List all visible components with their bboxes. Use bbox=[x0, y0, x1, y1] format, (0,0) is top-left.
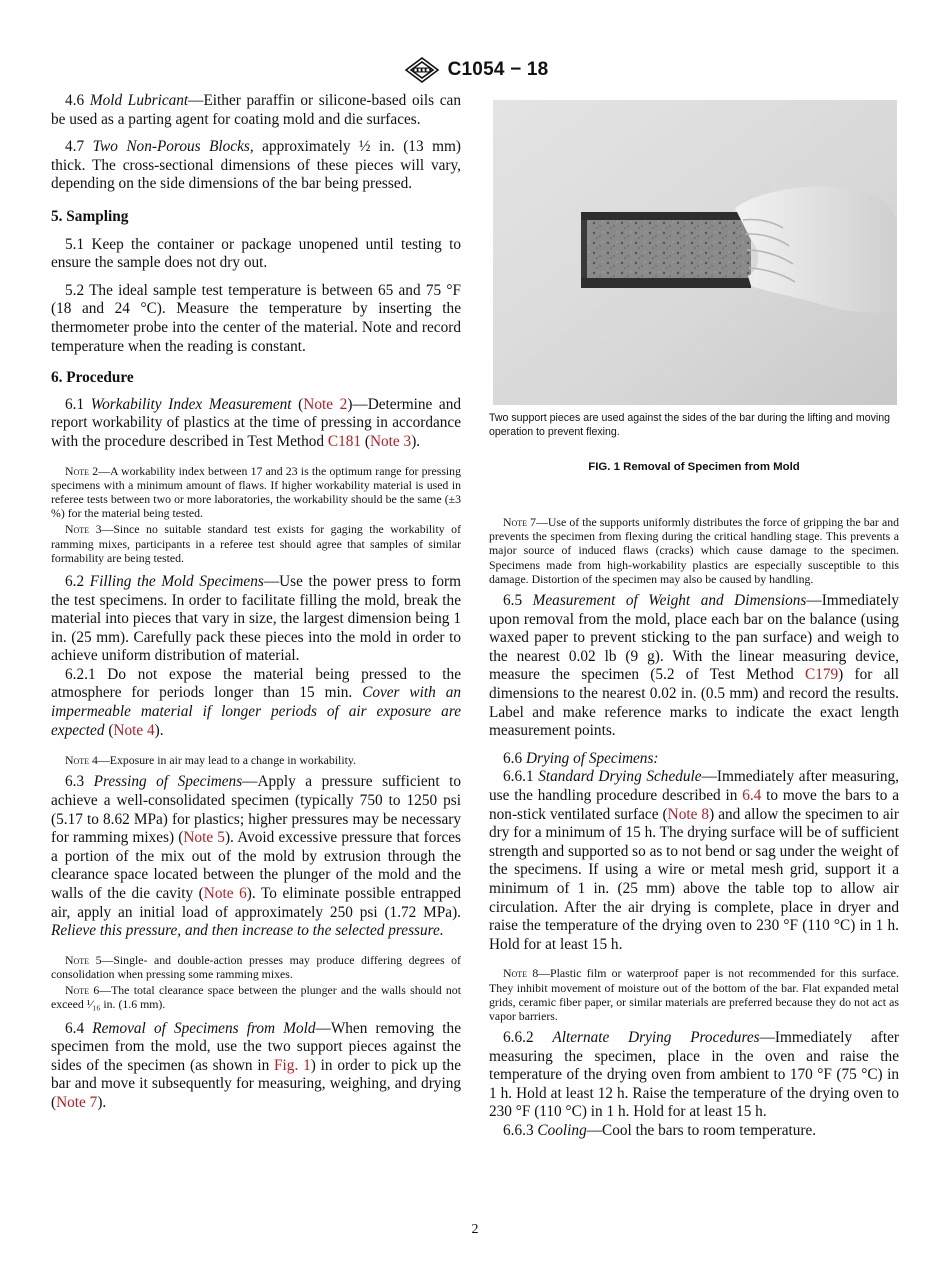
figure-1-title: FIG. 1 Removal of Specimen from Mold bbox=[588, 461, 800, 473]
note-3: Note 3—Since no suitable standard test exists for gaging the workability of ramming mixes, participants in a referee test should agree that samples of similar formability are being tested. bbox=[51, 522, 461, 565]
note-2-link[interactable]: Note 2 bbox=[303, 395, 348, 413]
figure-1-caption: Two support pieces are used against the sides of the bar during the lifting and moving operation to prevent flexing. bbox=[489, 412, 891, 438]
section-6-3: 6.3 Pressing of Specimens—Apply a pressure sufficient to achieve a well-consolidated specimen (typically 750 to 1250 psi (5.17 to 8.62 MPa) for plastics; higher pressures may be necessary for ramming mixes) (Note 5). Avoid excessive pressure that forces a portion of the mix out of the mold by extrusion through the clearance space located between the plunger of the mold and the walls of the die cavity (Note 6). To eliminate possible entrapped air, apply an initial load of approximately 250 psi (1.72 MPa). Relieve this pressure, and then increase to the selected pressure. bbox=[51, 773, 461, 940]
specimen-hand-photo bbox=[493, 100, 897, 405]
astm-logo-icon bbox=[402, 56, 442, 84]
section-6-2: 6.2 Filling the Mold Specimens—Use the power press to form the test specimens. In order to facilitate filling the mold, break the material into pieces that vary in size, the largest dimension being 1 in. (25 mm). Carefully pack these pieces into the mold in order to achieve uniform distribution of material. bbox=[51, 572, 461, 665]
section-4-6: 4.6 Mold Lubricant—Either paraffin or silicone-based oils can be used as a parting agent for coating mold and die surfaces. bbox=[51, 92, 461, 128]
note-4-link[interactable]: Note 4 bbox=[113, 721, 155, 739]
right-column bbox=[489, 100, 899, 1141]
heading-sampling: 5. Sampling bbox=[51, 207, 129, 225]
section-6-5: 6.5 Measurement of Weight and Dimensions—Immediately upon removal from the mold, place each bar on the balance (using waxed paper to prevent sticking to the pan surface) and weigh to the nearest 0.02 lb (9 g). With the linear measuring device, measure the specimen (5.2 of Test Method C179) for all dimensions to the nearest 0.02 in. (0.5 mm) and record the results. Label and make reference marks to indicate the exact length measurement points. bbox=[489, 592, 899, 740]
note-2: Note 2—A workability index between 17 and 23 is the optimum range for pressing specimens with a minimum amount of flaws. If higher workability material is used in referee tests between two or more laboratories, the workability should be the same (±3 %) for the material being tested. bbox=[51, 463, 461, 521]
figure-1-photo bbox=[493, 100, 897, 405]
c181-link[interactable]: C181 bbox=[327, 432, 362, 450]
note-8-link[interactable]: Note 8 bbox=[667, 805, 710, 823]
note-6: Note 6—The total clearance space between the plunger and the walls should not exceed ¹⁄₁₆ in. (1.6 mm). bbox=[51, 983, 461, 1012]
note-8: Note 8—Plastic film or waterproof paper is not recommended for this surface. They inhibit movement of moisture out of the bottom of the bar. Flat expanded metal grids, ceramic fiber paper, or similar materials are preferred because they do not act as vapor barriers. bbox=[489, 966, 899, 1023]
section-6-6-1: 6.6.1 Standard Drying Schedule—Immediately after measuring, use the handling procedure described in 6.4 to move the bars to a non-stick ventilated surface (Note 8) and allow the specimen to air dry for a minimum of 15 h. The drying surface will be of sufficient strength and supported so as to not bend or sag under the weight of the specimens. If using a wire or metal mesh grid, support it a minimum of 1 in. (25 mm) above the table top to allow air circulation. After the air drying is complete, place in dryer and raise the temperature of the drying oven to 230 °F (110 °C) in 1 h. Hold for at least 15 h. bbox=[489, 768, 900, 953]
left-column bbox=[51, 92, 461, 1113]
note-4: Note 4—Exposure in air may lead to a change in workability. bbox=[65, 753, 356, 768]
note-5-link[interactable]: Note 5 bbox=[183, 829, 225, 847]
section-5-2: 5.2 The ideal sample test temperature is between 65 and 75 °F (18 and 24 °C). Measure the temperature by inserting the thermometer probe into the center of the material. Note and record temperature when the reading is constant. bbox=[51, 281, 461, 355]
section-6-4-link[interactable]: 6.4 bbox=[742, 786, 762, 804]
standard-designation: C1054 − 18 bbox=[447, 59, 549, 80]
c179-link[interactable]: C179 bbox=[805, 666, 839, 684]
section-6-1: 6.1 Workability Index Measurement (Note 2)—Determine and report workability of plastics at the time of pressing in accordance with the procedure described in Test Method C181 (Note 3). bbox=[51, 395, 462, 450]
note-5: Note 5—Single- and double-action presses may produce differing degrees of consolidation when pressing some ramming mixes. bbox=[51, 952, 461, 982]
page-header bbox=[0, 56, 950, 84]
note-7: Note 7—Use of the supports uniformly distributes the force of gripping the bar and prevents the specimen from flexing during the critical handling stage. This prevents a major source of induced flaws (cracks) which cause damage to the specimen. Specimens made from high-workability plastics are especially susceptible to this damage. Distortion of the specimen may also be caused by handling. bbox=[489, 515, 899, 586]
note-6-link[interactable]: Note 6 bbox=[203, 885, 247, 903]
section-6-6: 6.6 Drying of Specimens: bbox=[503, 749, 659, 767]
note-7-link[interactable]: Note 7 bbox=[56, 1094, 98, 1111]
heading-procedure: 6. Procedure bbox=[51, 369, 134, 387]
note-3-link[interactable]: Note 3 bbox=[369, 432, 412, 450]
section-6-6-3: 6.6.3 Cooling—Cool the bars to room temperature. bbox=[503, 1122, 817, 1140]
section-6-6-2: 6.6.2 Alternate Drying Procedures—Immediately after measuring the specimen, place in the oven and raise the temperature of the drying oven from ambient to 170 °F (75 °C) in 1 h. Hold at least 12 h. Raise the temperature of the drying oven to 230 °F (110 °C) in 1 h. Hold for at least 15 h. bbox=[489, 1029, 899, 1121]
fig-1-link[interactable]: Fig. 1 bbox=[274, 1056, 311, 1074]
page-number: 2 bbox=[471, 1222, 479, 1237]
section-5-1: 5.1 Keep the container or package unopened until testing to ensure the sample does not dry out. bbox=[51, 235, 461, 272]
section-6-4: 6.4 Removal of Specimens from Mold—When removing the specimen from the mold, use the two support pieces against the sides of the specimen (as shown in Fig. 1) in order to pick up the bar and move it subsequently for measuring, weighing, and drying (Note 7). bbox=[51, 1019, 461, 1111]
section-6-2-1: 6.2.1 Do not expose the material being pressed to the atmosphere for periods longer than 15 min. Cover with an impermeable material if longer periods of air exposure are expected (Note 4). bbox=[51, 665, 461, 739]
section-4-7: 4.7 Two Non-Porous Blocks, approximately ½ in. (13 mm) thick. The cross-sectional dimensions of these pieces will vary, depending on the side dimensions of the bar being pressed. bbox=[51, 138, 461, 193]
